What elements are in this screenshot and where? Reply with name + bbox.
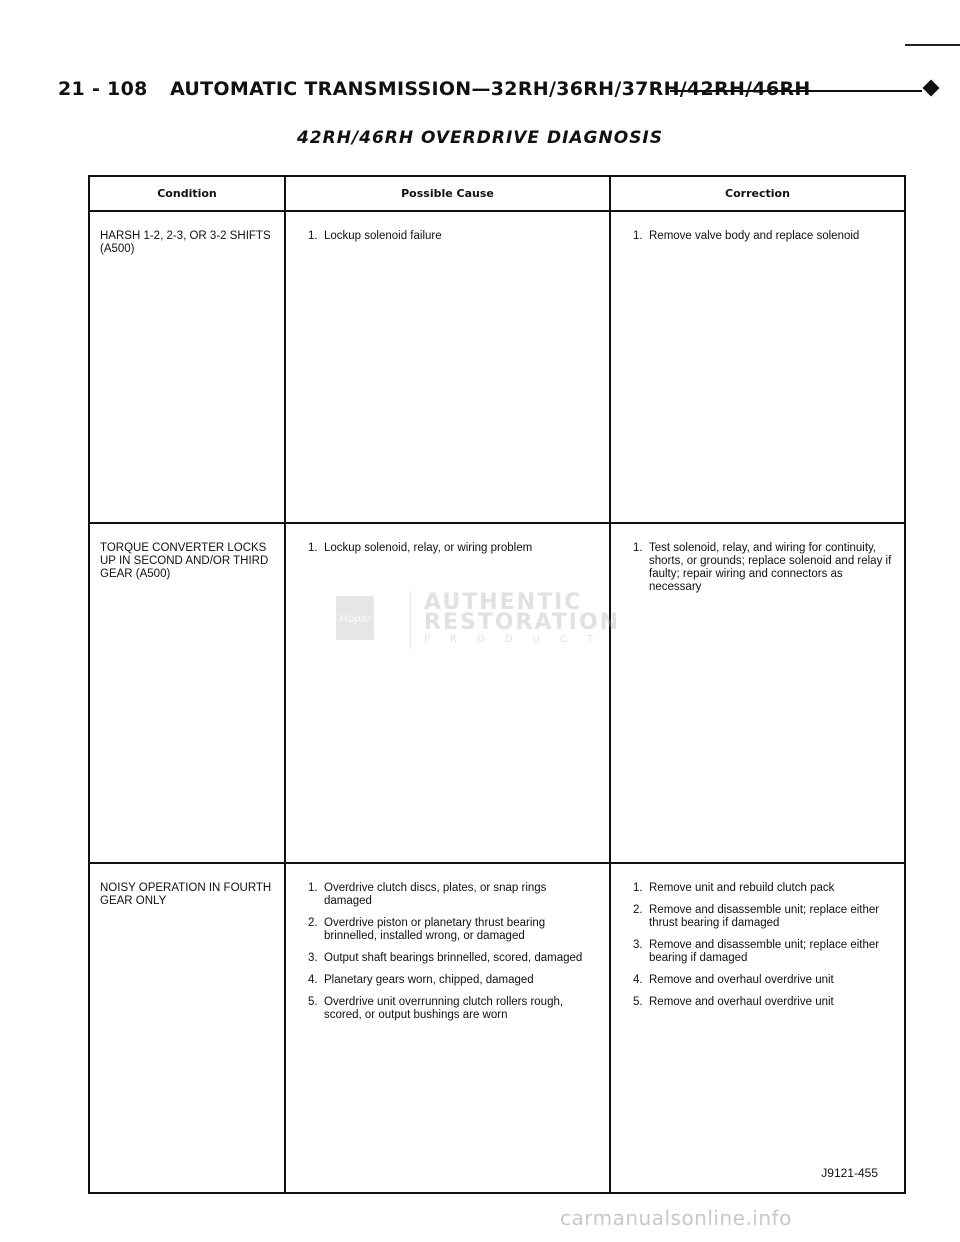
item-number: 3. [308,952,318,964]
column-header-correction: Correction [610,176,905,211]
item-number: 5. [633,996,643,1008]
item-number: 1. [308,882,318,894]
list-item [633,996,892,1009]
item-text: Overdrive clutch discs, plates, or snap rings damaged [324,882,547,907]
header-title: AUTOMATIC TRANSMISSION—32RH/36RH/37RH/42RH/46RH [170,78,811,100]
item-text: Test solenoid, relay, and wiring for continuity, shorts, or grounds; replace solenoid and relay if faulty; repair wiring and connectors as necessary [649,542,892,593]
condition-text: TORQUE CONVERTER LOCKS UP IN SECOND AND/OR THIRD GEAR (A500) [100,542,269,580]
cause-cell [285,863,610,1193]
item-number: 3. [633,939,643,951]
table-row [89,211,905,523]
item-text: Overdrive unit overrunning clutch rollers rough, scored, or output bushings are worn [324,996,564,1021]
watermark-line-restoration: RESTORATION [424,610,621,635]
column-header-possible-cause: Possible Cause [285,176,610,211]
list-item [308,917,597,943]
correction-cell [610,211,905,523]
item-number: 4. [633,974,643,986]
mopar-logo-text: Mopar [339,614,371,625]
table-row [89,523,905,863]
correction-cell [610,863,905,1193]
diamond-icon [923,80,940,97]
list-item [633,882,892,895]
cause-list [286,212,609,243]
item-text: Remove unit and rebuild clutch pack [649,882,835,894]
item-number: 1. [633,542,643,554]
condition-cell [89,211,285,523]
item-text: Output shaft bearings brinnelled, scored, damaged [324,952,583,964]
condition-cell [89,523,285,863]
header-rule [670,90,922,92]
item-text: Remove and disassemble unit; replace either bearing if damaged [649,939,880,964]
item-text: Planetary gears worn, chipped, damaged [324,974,534,986]
item-number: 2. [308,917,318,929]
list-item [633,904,892,930]
diagnosis-table [88,175,906,1194]
list-item [308,230,597,243]
list-item [633,542,892,594]
list-item [308,952,597,965]
column-header-condition: Condition [89,176,285,211]
cause-list [286,524,609,555]
cause-cell [285,523,610,863]
list-item [633,939,892,965]
item-number: 5. [308,996,318,1008]
item-text: Remove and overhaul overdrive unit [649,996,834,1008]
page-header [58,78,938,108]
list-item [308,974,597,987]
page-number: 21 - 108 [58,78,148,100]
table-row [89,863,905,1193]
section-title: 42RH/46RH OVERDRIVE DIAGNOSIS [296,128,664,148]
list-item [633,230,892,243]
correction-list [611,524,904,594]
item-number: 2. [633,904,643,916]
item-text: Remove valve body and replace solenoid [649,230,860,242]
correction-list [611,864,904,1009]
list-item [308,542,597,555]
item-text: Remove and overhaul overdrive unit [649,974,834,986]
condition-text: NOISY OPERATION IN FOURTH GEAR ONLY [100,882,272,907]
correction-cell [610,523,905,863]
watermark-line-authentic: AUTHENTIC [424,590,583,615]
condition-text: HARSH 1-2, 2-3, OR 3-2 SHIFTS (A500) [100,230,271,255]
correction-list [611,212,904,243]
watermark-line-product: PRODUCT [424,634,613,645]
item-text: Overdrive piston or planetary thrust bearing brinnelled, installed wrong, or damaged [324,917,546,942]
cause-list [286,864,609,1022]
item-number: 1. [308,230,318,242]
table-header-row [89,176,905,211]
item-text: Remove and disassemble unit; replace either thrust bearing if damaged [649,904,880,929]
corner-mark [905,44,960,46]
item-number: 4. [308,974,318,986]
list-item [308,882,597,908]
figure-id: J9121-455 [821,1166,878,1180]
list-item [633,974,892,987]
correction-cell-wrap [611,864,904,1192]
item-number: 1. [633,230,643,242]
condition-cell [89,863,285,1193]
list-item [308,996,597,1022]
item-text: Lockup solenoid failure [324,230,442,242]
item-number: 1. [308,542,318,554]
item-text: Lockup solenoid, relay, or wiring problem [324,542,533,554]
site-watermark: carmanualsonline.info [560,1206,792,1230]
item-number: 1. [633,882,643,894]
cause-cell [285,211,610,523]
